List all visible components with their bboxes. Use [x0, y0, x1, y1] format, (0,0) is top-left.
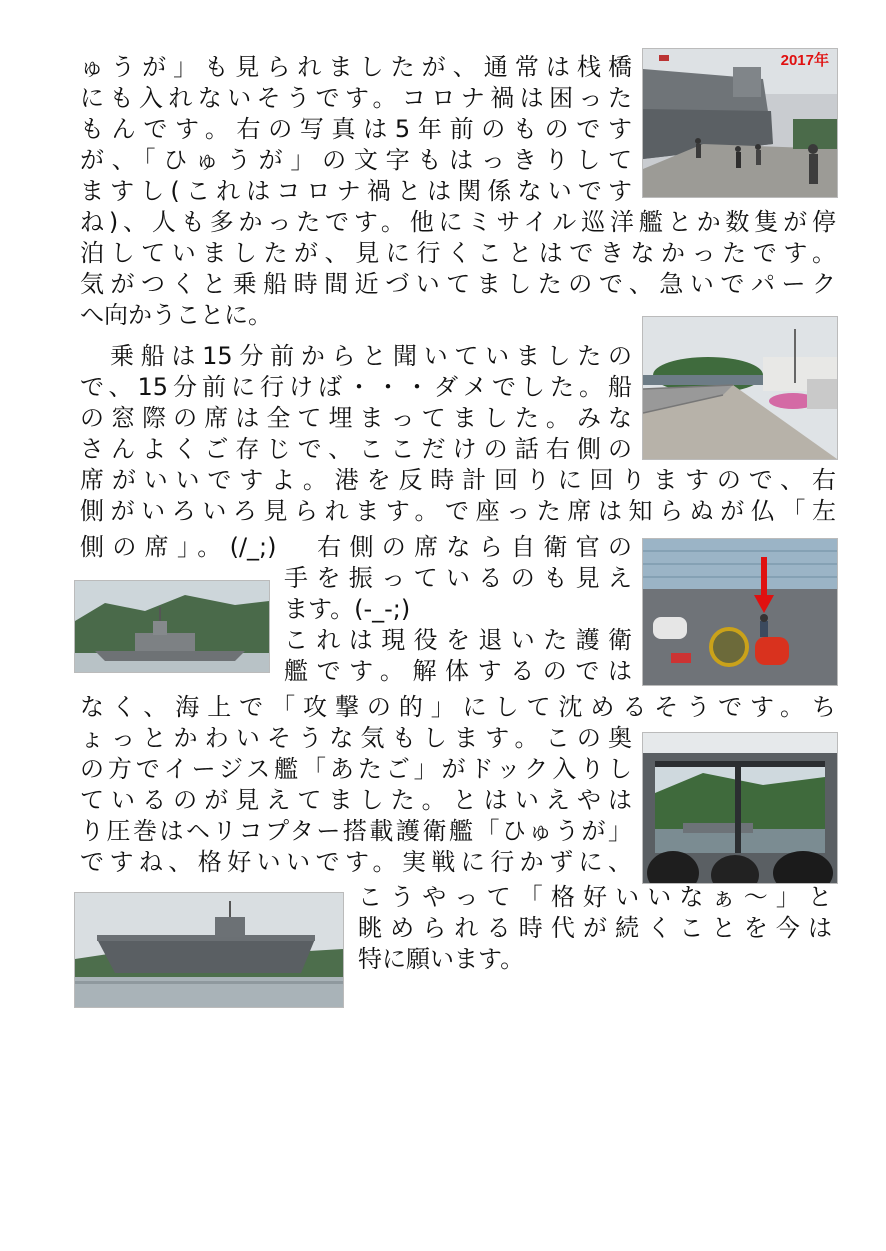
- text-line: こうやって「格好いいなぁ〜」と: [358, 883, 832, 911]
- pier-photo: [642, 48, 838, 198]
- text-line: ているのが見えてました。とはいえやは: [80, 786, 632, 814]
- text-line: 特に願います。: [358, 945, 525, 973]
- text-line: 乗船は15分前からと聞いていましたの: [110, 342, 632, 370]
- text-line: ょっとかわいそうな気もします。この奥: [80, 724, 632, 752]
- text-line: 艦です。解体するのでは: [284, 657, 632, 685]
- walkway-illustration: [643, 317, 837, 459]
- text-line: 側の席」。(/_;) 右側の席なら自衛官の: [80, 533, 632, 561]
- text-line: が、「ひゅうが」の文字もはっきりして: [80, 146, 632, 174]
- photo-year-label: 2017年: [780, 52, 829, 69]
- text-line: さんよくご存じで、ここだけの話右側の: [80, 435, 632, 463]
- text-line: で、15分前に行けば・・・ダメでした。船: [80, 373, 632, 401]
- deck-crew-photo: [642, 538, 838, 686]
- text-line: ね)、人も多かったです。他にミサイル巡洋艦とか数隻が停: [80, 208, 836, 236]
- text-line: ゅうが」も見られましたが、通常は栈橋: [80, 53, 632, 81]
- retired-destroyer-photo: [74, 580, 270, 673]
- pier-illustration: [643, 49, 837, 197]
- text-line: なく、海上で「攻撃の的」にして沈めるそうです。ち: [80, 693, 836, 721]
- text-line: これは現役を退いた護衛: [284, 626, 632, 654]
- text-line: ます。(-_-;): [284, 595, 411, 623]
- text-line: の窓際の席は全て埋まってました。みな: [80, 404, 632, 432]
- text-line: の方でイージス艦「あたご」がドック入りし: [80, 755, 632, 783]
- text-line: もんです。右の写真は5年前のものです: [80, 115, 632, 143]
- text-line: ますし(これはコロナ禍とは関係ないです: [80, 177, 632, 205]
- text-line: 気がつくと乗船時間近づいてましたので、急いでパーク: [80, 270, 836, 298]
- text-line: 泊していましたが、見に行くことはできなかったです。: [80, 239, 836, 267]
- cabin-window-photo: [642, 732, 838, 884]
- text-line: 手を振っているのも見え: [284, 564, 632, 592]
- text-line: 側がいろいろ見られます。で座った席は知らぬが仏「左: [80, 497, 836, 525]
- destroyer-illustration: [75, 581, 269, 672]
- text-line: ですね、格好いいです。実戦に行かずに、: [80, 848, 632, 876]
- text-line: り圧巻はヘリコプター搭載護衛艦「ひゅうが」: [80, 817, 632, 845]
- window-illustration: [643, 733, 837, 883]
- deck-illustration: [643, 539, 837, 685]
- text-line: 眺められる時代が続くことを今は: [358, 914, 832, 942]
- text-line: 席がいいですよ。港を反時計回りに回りますので、右: [80, 466, 836, 494]
- hyuga-carrier-photo: [74, 892, 344, 1008]
- walkway-photo: [642, 316, 838, 460]
- carrier-illustration: [75, 893, 343, 1007]
- text-line: へ向かうことに。: [80, 301, 272, 329]
- text-line: にも入れないそうです。コロナ禍は困った: [80, 84, 632, 112]
